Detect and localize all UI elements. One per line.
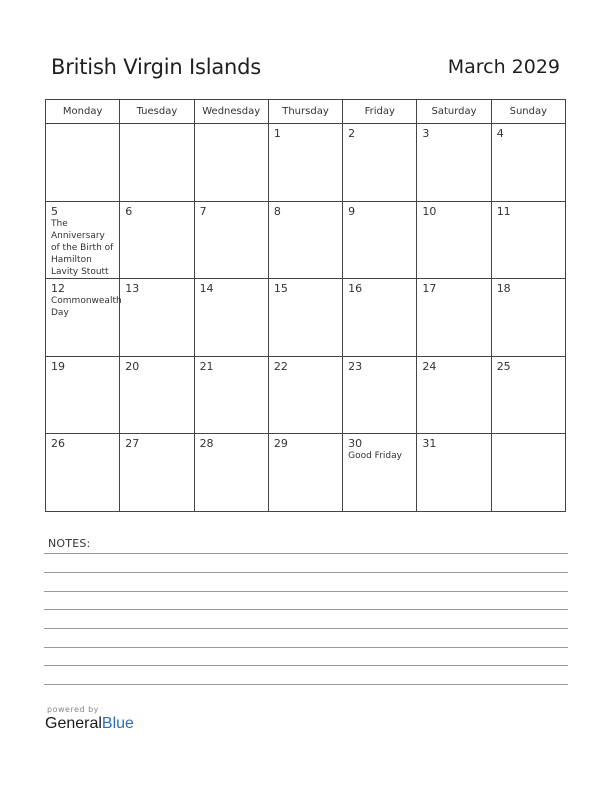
day-number: 16: [348, 282, 363, 296]
holiday-label: Good Friday: [348, 451, 402, 462]
day-cell: [491, 434, 565, 512]
week-row: [46, 201, 566, 279]
note-line: [44, 609, 568, 610]
note-line: [44, 647, 568, 648]
day-cell: [343, 356, 417, 434]
day-number: 30: [348, 437, 363, 451]
day-cell: [194, 201, 268, 279]
day-cell: [491, 124, 565, 202]
day-number: 6: [125, 204, 133, 218]
day-cell: [268, 201, 342, 279]
note-line: [44, 684, 568, 685]
day-number: 29: [273, 437, 288, 451]
day-number: 27: [125, 437, 140, 451]
weekday-header: Tuesday: [120, 100, 194, 124]
week-row: [46, 434, 566, 512]
day-cell: [120, 124, 194, 202]
brand-logo: [45, 705, 134, 733]
day-number: 12: [51, 282, 65, 296]
brand-name-part1: General: [45, 715, 102, 732]
day-cell: [120, 356, 194, 434]
day-cell: [46, 356, 120, 434]
day-cell: [491, 201, 565, 279]
day-number: 21: [199, 359, 214, 373]
note-line: [44, 628, 568, 629]
day-cell: [343, 124, 417, 202]
note-line: [44, 591, 568, 592]
weekday-header: Friday: [343, 100, 417, 124]
day-cell: [343, 434, 417, 512]
day-number: 31: [422, 437, 437, 451]
day-number: 28: [199, 437, 214, 451]
day-cell: [46, 434, 120, 512]
day-number: 14: [199, 282, 214, 296]
day-cell: [343, 279, 417, 357]
day-cell: [491, 356, 565, 434]
day-number: 9: [348, 204, 356, 218]
day-number: 19: [51, 359, 65, 373]
weekday-header: Monday: [46, 100, 120, 124]
day-number: 20: [125, 359, 140, 373]
calendar-grid: [45, 99, 566, 512]
day-number: 18: [496, 282, 511, 296]
brand-name: [45, 715, 134, 733]
day-number: 8: [273, 204, 281, 218]
day-cell: [268, 279, 342, 357]
day-cell: [417, 124, 491, 202]
day-cell: [417, 201, 491, 279]
weekday-header: Thursday: [268, 100, 342, 124]
day-number: 10: [422, 204, 437, 218]
day-cell: [120, 279, 194, 357]
weekday-header: Sunday: [491, 100, 565, 124]
week-row: [46, 124, 566, 202]
weekday-header-row: [46, 100, 566, 124]
day-cell: [417, 434, 491, 512]
day-cell: [417, 279, 491, 357]
month-year: March 2029: [447, 56, 560, 78]
day-cell: [194, 124, 268, 202]
holiday-label: The Anniversary of the Birth of Hamilton Lavity Stoutt: [51, 218, 114, 277]
day-cell: [491, 279, 565, 357]
day-number: 4: [496, 127, 504, 140]
week-row: [46, 279, 566, 357]
day-cell: [46, 124, 120, 202]
day-number: 22: [273, 359, 288, 373]
day-number: 11: [496, 204, 511, 218]
day-number: 23: [348, 359, 363, 373]
note-line: [44, 665, 568, 666]
weekday-header: Saturday: [417, 100, 491, 124]
note-line: [44, 572, 568, 573]
day-number: 26: [51, 437, 65, 451]
day-cell: [194, 279, 268, 357]
day-number: 17: [422, 282, 437, 296]
day-number: 25: [496, 359, 511, 373]
day-cell: [46, 201, 120, 279]
day-cell: [194, 434, 268, 512]
day-number: 5: [51, 204, 58, 218]
week-row: [46, 356, 566, 434]
day-cell: [268, 356, 342, 434]
note-line: [44, 553, 568, 554]
day-number: 15: [273, 282, 288, 296]
day-cell: [417, 356, 491, 434]
holiday-label: Commonwealth Day: [51, 296, 122, 319]
day-number: 3: [422, 127, 430, 140]
brand-name-part2: Blue: [101, 715, 134, 732]
day-cell: [120, 434, 194, 512]
day-cell: [268, 434, 342, 512]
day-number: 1: [273, 127, 281, 140]
powered-by-text: powered by: [47, 705, 99, 714]
day-cell: [194, 356, 268, 434]
day-cell: [268, 124, 342, 202]
day-cell: [343, 201, 417, 279]
weekday-header: Wednesday: [194, 100, 268, 124]
calendar-title: British Virgin Islands: [51, 55, 262, 79]
day-number: 2: [348, 127, 356, 140]
day-number: 13: [125, 282, 140, 296]
day-cell: [46, 279, 120, 357]
notes-label: NOTES:: [48, 537, 91, 550]
day-cell: [120, 201, 194, 279]
day-number: 24: [422, 359, 437, 373]
day-number: 7: [199, 204, 207, 218]
